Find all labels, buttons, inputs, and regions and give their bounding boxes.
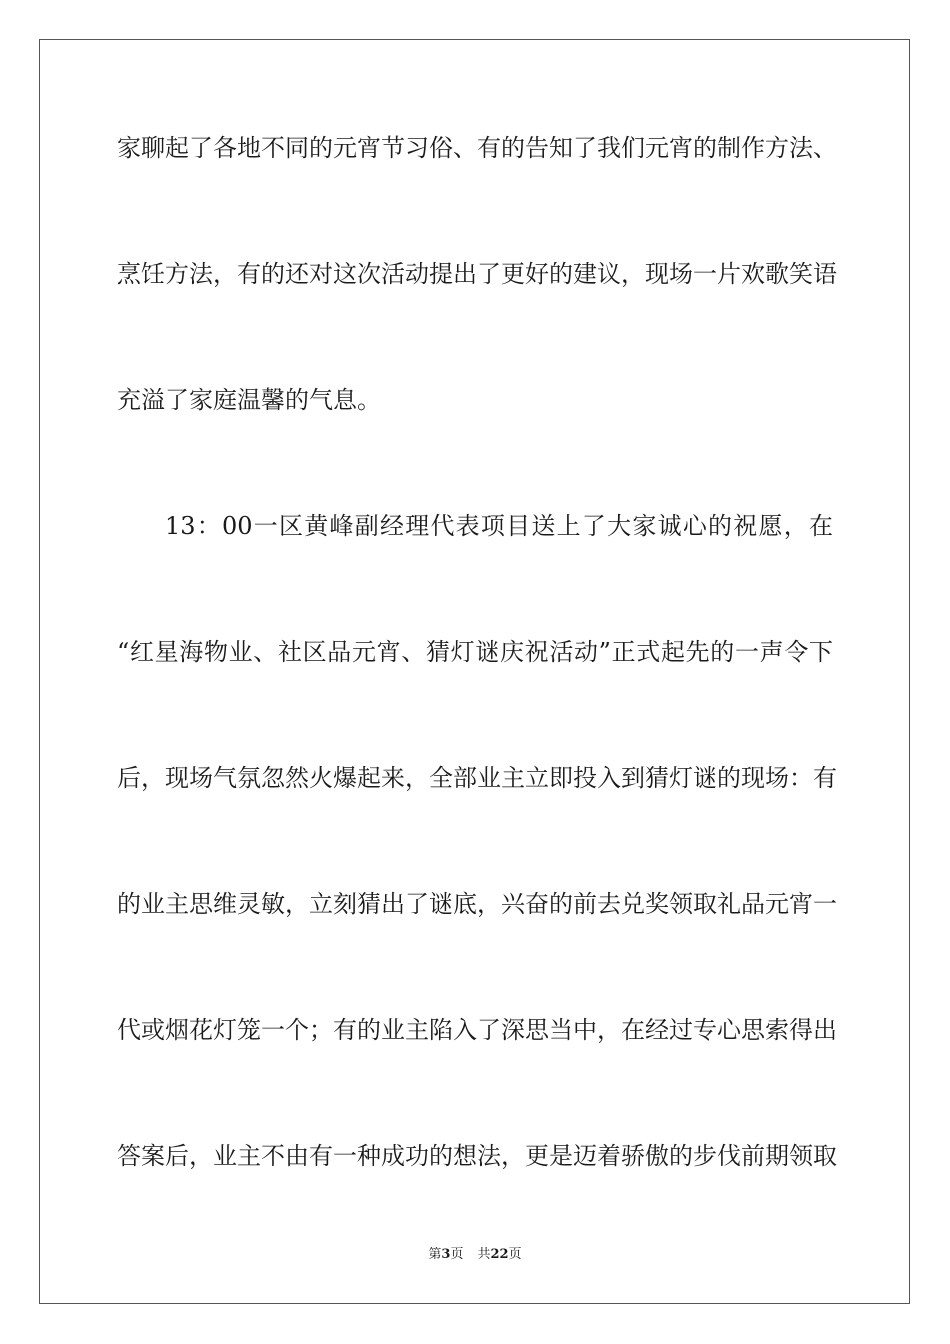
text-line: 烹饪方法，有的还对这次活动提出了更好的建议，现场一片欢歌笑语 xyxy=(117,260,837,288)
text-line: 代或烟花灯笼一个；有的业主陷入了深思当中，在经过专心思索得出 xyxy=(117,1016,837,1044)
page-footer xyxy=(0,1247,950,1263)
text-line: 充溢了家庭温馨的气息。 xyxy=(117,386,381,414)
page-number: 3 xyxy=(441,1247,451,1262)
text-line: 家聊起了各地不同的元宵节习俗、有的告知了我们元宵的制作方法、 xyxy=(117,134,837,162)
text-line: “红星海物业、社区品元宵、猜灯谜庆祝活动”正式起先的一声令下 xyxy=(117,638,833,666)
text-line: 的业主思维灵敏，立刻猜出了谜底，兴奋的前去兑奖领取礼品元宵一 xyxy=(117,890,837,918)
total-pages: 22 xyxy=(490,1247,509,1262)
text-line-indented: 13：00一区黄峰副经理代表项目送上了大家诚心的祝愿，在 xyxy=(165,512,833,540)
total-suffix: 页 xyxy=(508,1247,522,1262)
page-frame xyxy=(39,39,910,1304)
total-prefix: 共 xyxy=(477,1247,491,1262)
text-line: 后，现场气氛忽然火爆起来，全部业主立即投入到猜灯谜的现场：有 xyxy=(117,764,837,792)
page-prefix: 第 xyxy=(428,1247,442,1262)
text-line: 答案后，业主不由有一种成功的想法，更是迈着骄傲的步伐前期领取 xyxy=(117,1142,837,1170)
page-suffix: 页 xyxy=(450,1247,464,1262)
